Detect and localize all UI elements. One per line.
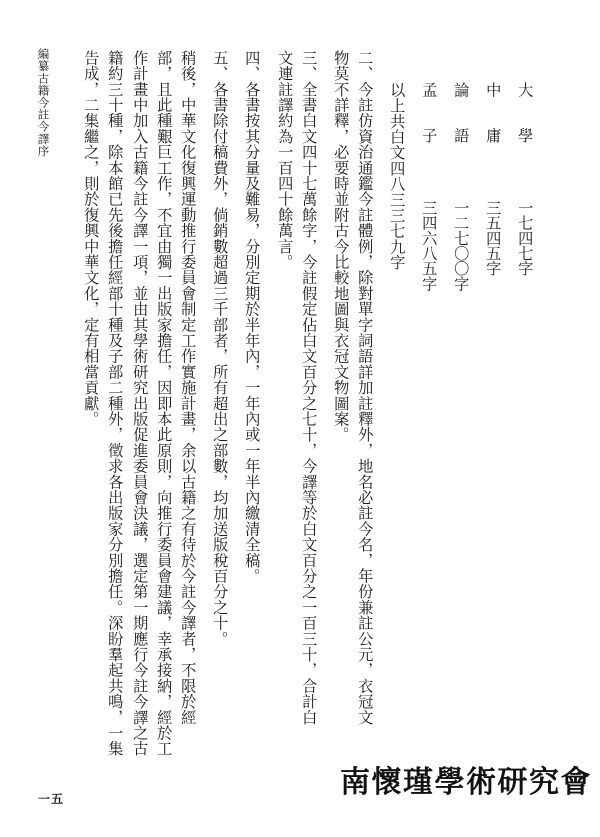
table-book-3: 論 語 <box>452 82 471 143</box>
text-column: 作計畫中加入古籍今註今譯一項，並由其學術研究出版促進委員會決議，選定第一期應行今註今譯之古 <box>131 50 150 757</box>
table-book-4: 孟 子 <box>420 82 439 143</box>
table-count-1: 一七四七字 <box>516 200 535 276</box>
text-column: 稍後，中華文化復興運動推行委員會制定工作實施計畫，余以古籍之有待於今註今譯者，不限於經 <box>179 50 198 726</box>
text-column: 籍約三十種，除本館已先後擔任經部十種及子部二種外，徵求各出版家分別擔任。深盼羣起共鳴，一集 <box>106 50 125 757</box>
text-column: 五、各書除付稿費外，倘銷數超過三千部者，所有超出之部數，均加送版稅百分之十。 <box>211 50 230 647</box>
table-count-4: 三四六八五字 <box>420 200 439 292</box>
table-count-2: 三五四五字 <box>484 200 503 276</box>
text-column: 三、全書白文四十七萬餘字，今註假定佔白文百分之七十，今譯等於白文百分之一百三十，合計白 <box>300 50 319 726</box>
text-column: 四、各書按其分量及難易，分別定期於半年內，一年內或一年半內繳清全稿。 <box>243 50 262 584</box>
text-column: 告成，二集繼之，則於復興中華文化，定有相當貢獻。 <box>82 50 101 427</box>
watermark-stamp: 南懷瑾學術研究會 <box>340 765 592 800</box>
text-column: 文連註譯約為一百四十餘萬言。 <box>276 50 295 270</box>
page-number: 一五 <box>38 792 65 806</box>
summary-line: 以上共白文四八三三七九字 <box>388 82 407 271</box>
table-count-3: 一二七〇〇字 <box>452 200 471 292</box>
text-column: 物莫不詳釋，必要時並附古今比較地圖與衣冠文物圖案。 <box>332 50 351 443</box>
table-book-2: 中 庸 <box>484 82 503 143</box>
table-book-1: 大 學 <box>516 82 535 143</box>
text-column: 部，且此種艱巨工作，不宜由獨一出版家擔任，因即本此原則，向推行委員會建議，幸承接納，經於工 <box>155 50 174 757</box>
running-header: 編纂古籍今註今譯序 <box>36 48 51 157</box>
text-column: 二、今註仿資治通鑑今註體例，除對單字詞語詳加註釋外，地名必註今名，年份兼註公元，衣冠文 <box>356 50 375 726</box>
